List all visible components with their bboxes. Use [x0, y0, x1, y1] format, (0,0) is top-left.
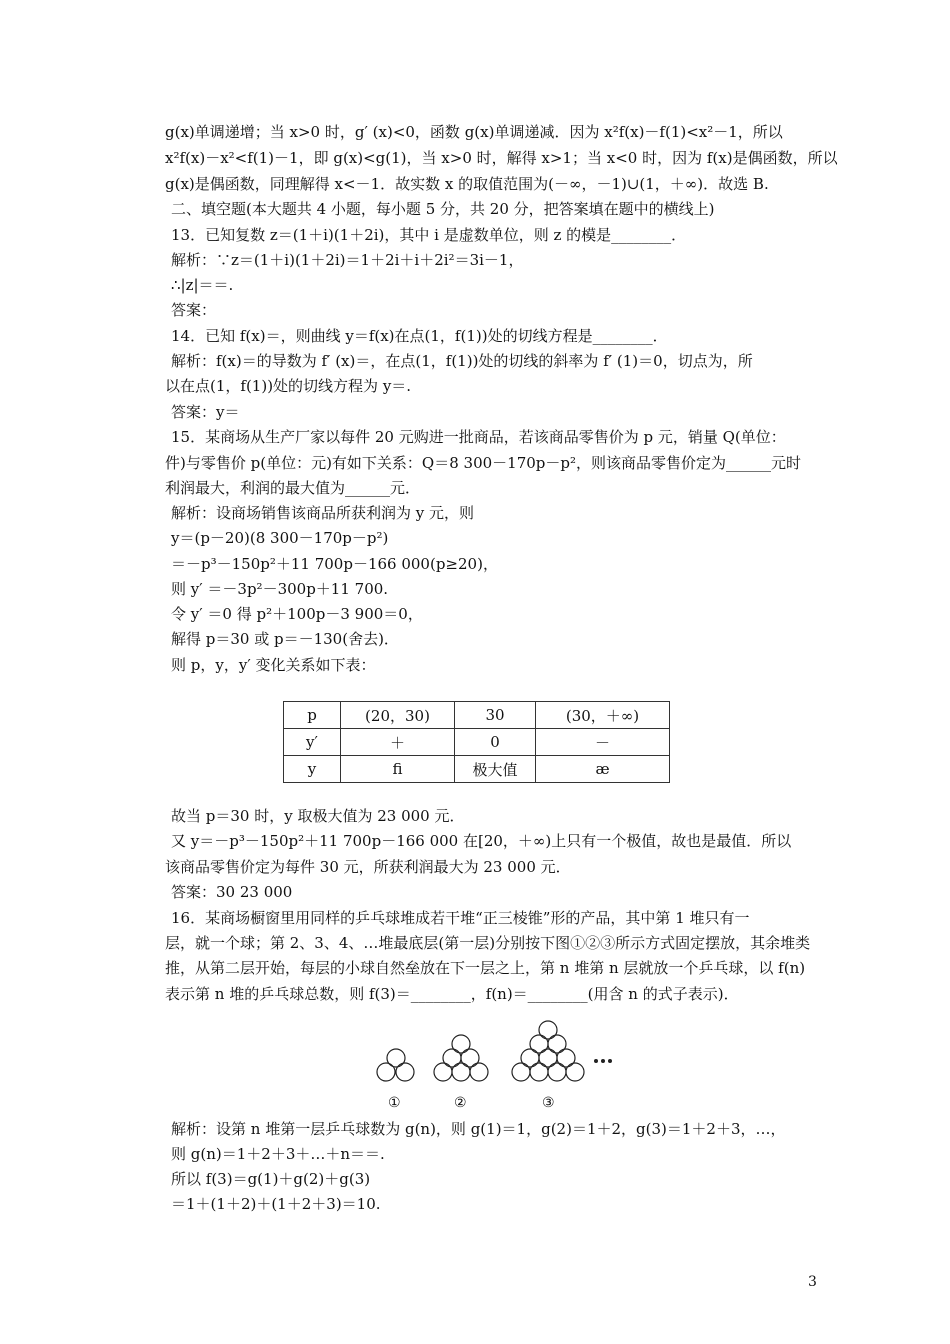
- text-line: 表示第 n 堆的乒乓球总数，则 f(3)＝________，f(n)＝________(用含 n 的式子表示)．: [165, 985, 739, 1003]
- text-line: 则 p，y，y′ 变化关系如下表：: [171, 656, 376, 674]
- text-line: 解析：∵z＝(1＋i)(1＋2i)＝1＋2i＋i＋2i²＝3i－1，: [171, 251, 524, 269]
- question-16: 16．某商场橱窗里用同样的乒乓球堆成若干堆“正三棱锥”形的产品，其中第 1 堆只有一: [171, 909, 750, 927]
- ball-circle: [470, 1063, 488, 1081]
- text-line: g(x)单调递增；当 x>0 时，g′ (x)<0，函数 g(x)单调递减．因为 x²f(x)－f(1)<x²－1，所以: [165, 123, 783, 141]
- question-14: 14．已知 f(x)＝，则曲线 y＝f(x)在点(1，f(1))处的切线方程是________．: [171, 327, 668, 345]
- ball-circle: [548, 1063, 566, 1081]
- table-cell: ＋: [341, 729, 455, 756]
- table-cell: －: [536, 729, 670, 756]
- ball-circle: [566, 1063, 584, 1081]
- answer-line: 答案：: [171, 301, 217, 319]
- ball-circle: [512, 1063, 530, 1081]
- table-row: [284, 702, 670, 729]
- table-cell: (20，30): [341, 702, 455, 729]
- ball-circle: [521, 1049, 539, 1067]
- text-line: 又 y＝－p³－150p²＋11 700p－166 000 在[20，＋∞)上只有一个极值，故也是最值．所以: [171, 832, 792, 850]
- text-line: 故当 p＝30 时，y 取极大值为 23 000 元．: [171, 807, 465, 825]
- ball-circle: [548, 1035, 566, 1053]
- ball-circle: [452, 1063, 470, 1081]
- ball-circle: [396, 1063, 414, 1081]
- ball-circle: [539, 1021, 557, 1039]
- table-cell: p: [284, 702, 341, 729]
- ball-stack-figure: [368, 1016, 628, 1092]
- question-13: 13．已知复数 z＝(1＋i)(1＋2i)，其中 i 是虚数单位，则 z 的模是________．: [171, 226, 687, 244]
- figure-label: ③: [542, 1095, 555, 1111]
- ball-circle: [557, 1049, 575, 1067]
- page-number: 3: [808, 1274, 817, 1290]
- ball-circle: [530, 1063, 548, 1081]
- ball-circle: [377, 1063, 395, 1081]
- ball-circle: [461, 1049, 479, 1067]
- ball-circle: [530, 1035, 548, 1053]
- table-cell: æ: [536, 756, 670, 783]
- question-15: 15．某商场从生产厂家以每件 20 元购进一批商品，若该商品零售价为 p 元，销量 Q(单位：: [171, 428, 786, 446]
- table-cell: y: [284, 756, 341, 783]
- text-line: 则 g(n)＝1＋2＋3＋…＋n＝＝.: [171, 1145, 385, 1163]
- text-line: 利润最大，利润的最大值为______元．: [165, 479, 421, 497]
- table-cell: 0: [455, 729, 536, 756]
- text-line: 该商品零售价定为每件 30 元，所获利润最大为 23 000 元．: [165, 858, 571, 876]
- text-line: 件)与零售价 p(单位：元)有如下关系：Q＝8 300－170p－p²，则该商品零售价定为______元时: [165, 454, 802, 472]
- text-line: x²f(x)－x²<f(1)－1，即 g(x)<g(1)，当 x>0 时，解得 x>1；当 x<0 时，因为 f(x)是偶函数，所以: [165, 149, 838, 167]
- ellipsis-dot: [601, 1059, 605, 1063]
- ball-circle: [434, 1063, 452, 1081]
- answer-line: 答案：y＝: [171, 403, 240, 421]
- table-row: [284, 729, 670, 756]
- text-line: 解析：设商场销售该商品所获利润为 y 元，则: [171, 504, 475, 522]
- table-cell: y′: [284, 729, 341, 756]
- ball-circle: [443, 1049, 461, 1067]
- figure-label: ②: [454, 1095, 467, 1111]
- text-line: 解得 p＝30 或 p＝－130(舍去)．: [171, 630, 399, 648]
- text-line: 推，从第二层开始，每层的小球自然垒放在下一层之上，第 n 堆第 n 层就放一个乒乓球，以 f(n): [165, 959, 806, 977]
- table-cell: 极大值: [455, 756, 536, 783]
- figure-label: ①: [388, 1095, 401, 1111]
- text-line: 解析：设第 n 堆第一层乒乓球数为 g(n)，则 g(1)＝1，g(2)＝1＋2，g(3)＝1＋2＋3，…，: [171, 1120, 786, 1138]
- text-line: g(x)是偶函数，同理解得 x<－1．故实数 x 的取值范围为(－∞，－1)∪(1，＋∞)．故选 B.: [165, 175, 769, 193]
- text-line: 则 y′ ＝－3p²－300p＋11 700.: [171, 580, 389, 598]
- text-line: ＝－p³－150p²＋11 700p－166 000(p≥20)，: [171, 555, 498, 573]
- ball-circle: [452, 1035, 470, 1053]
- section-heading: 二、填空题(本大题共 4 小题，每小题 5 分，共 20 分，把答案填在题中的横线上): [171, 200, 715, 218]
- text-line: 所以 f(3)＝g(1)＋g(2)＋g(3): [171, 1170, 371, 1188]
- table-row: [284, 756, 670, 783]
- ellipsis-dot: [594, 1059, 598, 1063]
- ellipsis-dot: [608, 1059, 612, 1063]
- variation-table: [283, 701, 670, 783]
- text-line: 令 y′ ＝0 得 p²＋100p－3 900＝0，: [171, 605, 423, 623]
- text-line: ＝1＋(1＋2)＋(1＋2＋3)＝10.: [171, 1195, 381, 1213]
- table-cell: 30: [455, 702, 536, 729]
- ball-circle: [539, 1049, 557, 1067]
- answer-line: 答案：30 23 000: [171, 883, 293, 901]
- text-line: 解析：f(x)＝的导数为 f′ (x)＝，在点(1，f(1))处的切线的斜率为 f′ (1)＝0，切点为，所: [171, 352, 753, 370]
- text-line: y＝(p－20)(8 300－170p－p²): [171, 529, 389, 547]
- table-cell: ﬁ: [341, 756, 455, 783]
- table-cell: (30，＋∞): [536, 702, 670, 729]
- text-line: 层，就一个球；第 2、3、4、…堆最底层(第一层)分别按下图①②③所示方式固定摆放，其余堆类: [165, 934, 811, 952]
- text-line: ∴|z|＝＝.: [171, 276, 234, 294]
- text-line: 以在点(1，f(1))处的切线方程为 y＝.: [165, 377, 412, 395]
